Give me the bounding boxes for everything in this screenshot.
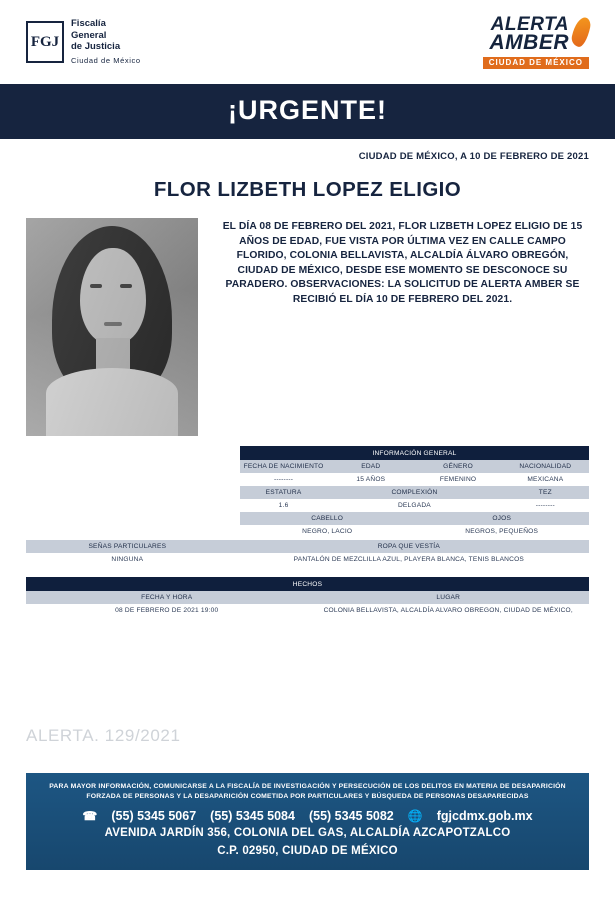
hechos-table <box>26 577 589 617</box>
alerta-number: ALERTA. 129/2021 <box>26 726 181 745</box>
header-ropa-que-vestia: ROPA QUE VESTÍA <box>229 540 589 553</box>
photo-overlay <box>26 218 198 436</box>
value-ropa-que-vestia: PANTALÓN DE MEZCLILLA AZUL, PLAYERA BLANCA, TENIS BLANCOS <box>229 553 589 566</box>
table-row <box>26 604 589 617</box>
fgj-line-1: Fiscalía <box>71 18 106 29</box>
value-edad: 15 AÑOS <box>327 473 414 486</box>
value-fecha-y-hora: 08 DE FEBRERO DE 2021 19:00 <box>26 604 308 617</box>
table-band-row <box>26 577 589 591</box>
value-genero: FEMENINO <box>414 473 501 486</box>
fgj-line-3: de Justicia <box>71 41 121 52</box>
photo-and-description <box>0 210 615 436</box>
header-genero: GÉNERO <box>414 460 501 473</box>
hechos-band: HECHOS <box>26 577 589 591</box>
information-tables <box>26 446 589 617</box>
value-cabello: NEGRO, LACIO <box>240 525 415 538</box>
header-complexion: COMPLEXIÓN <box>327 486 502 499</box>
table-row <box>240 486 589 499</box>
footer-notice-line-1: PARA MAYOR INFORMACIÓN, COMUNICARSE A LA FISCALÍA DE INVESTIGACIÓN Y PERSECUCIÓN DE LOS DELITOS EN MATERIA DE DESAPARICIÓN <box>49 783 566 791</box>
footer-contact-block <box>26 773 589 870</box>
header-senas-particulares: SEÑAS PARTICULARES <box>26 540 229 553</box>
footer-address-line-2: C.P. 02950, CIUDAD DE MÉXICO <box>217 844 398 857</box>
phone-number-3[interactable]: (55) 5345 5082 <box>308 809 394 823</box>
footer-phones <box>40 809 575 823</box>
fgj-logo-text <box>71 18 141 66</box>
alerta-amber-logo <box>483 15 589 69</box>
phone-icon: ☎ <box>82 809 98 823</box>
amber-word-alerta: ALERTA <box>490 14 569 35</box>
header-nacionalidad: NACIONALIDAD <box>502 460 589 473</box>
value-ojos: NEGROS, PEQUEÑOS <box>414 525 589 538</box>
fgj-line-2: General <box>71 29 107 41</box>
website-link[interactable]: fgjcdmx.gob.mx <box>436 809 533 823</box>
amber-city-badge: CIUDAD DE MÉXICO <box>483 57 589 69</box>
senas-ropa-table <box>26 540 589 566</box>
table-row <box>26 591 589 604</box>
page-title: FLOR LIZBETH LOPEZ ELIGIO <box>153 178 462 201</box>
footer-address-line-1: AVENIDA JARDÍN 356, COLONIA DEL GAS, ALCALDÍA AZCAPOTZALCO <box>104 827 511 839</box>
table-band-row <box>240 446 589 460</box>
phone-number-2[interactable]: (55) 5345 5084 <box>210 809 295 823</box>
table-row <box>240 525 589 538</box>
globe-icon: 🌐 <box>407 809 423 823</box>
general-info-band: INFORMACIÓN GENERAL <box>240 446 589 460</box>
value-senas-particulares: NINGUNA <box>26 553 229 566</box>
amber-word-amber: AMBER <box>489 31 569 54</box>
header-cabello: CABELLO <box>240 512 415 525</box>
dateline: CIUDAD DE MÉXICO, A 10 DE FEBRERO DE 2021 <box>358 151 589 162</box>
header-fecha-nacimiento: FECHA DE NACIMIENTO <box>240 460 327 473</box>
table-row <box>240 499 589 512</box>
value-complexion: DELGADA <box>327 499 502 512</box>
poster-header <box>0 0 615 84</box>
case-description: EL DÍA 08 DE FEBRERO DEL 2021, FLOR LIZBETH LOPEZ ELIGIO DE 15 AÑOS DE EDAD, FUE VISTA POR ÚLTIMA VEZ EN CALLE CAMPO FLORIDO, COLONIA BELLAVISTA, ALCALDÍA ÁLVARO OBREGÓN, CIUDAD DE MÉXICO, DESDE ESE MOMENTO SE DESCONOCE SU PARADERO. OBSERVACIONES: LA SOLICITUD DE ALERTA AMBER SE RECIBIÓ EL DÍA 10 DE FEBRERO DEL 2021. <box>222 221 583 305</box>
urgente-banner: ¡URGENTE! <box>0 84 615 139</box>
header-lugar: LUGAR <box>308 591 590 604</box>
value-fecha-nacimiento: -------- <box>240 473 327 486</box>
general-info-table <box>240 446 589 538</box>
table-row <box>26 540 589 553</box>
header-estatura: ESTATURA <box>240 486 327 499</box>
fgj-monogram-icon: FGJ <box>26 21 64 63</box>
person-photo <box>26 218 198 436</box>
phone-number-1[interactable]: (55) 5345 5067 <box>111 809 197 823</box>
flame-swoosh-icon <box>570 16 592 49</box>
table-row <box>240 460 589 473</box>
footer-notice-line-2: FORZADA DE PERSONAS Y LA DESAPARICIÓN COMETIDA POR PARTICULARES Y BÚSQUEDA DE PERSONAS DESAPARECIDAS <box>86 792 529 800</box>
table-row <box>240 473 589 486</box>
header-ojos: OJOS <box>414 512 589 525</box>
value-tez: -------- <box>502 499 589 512</box>
fgj-logo <box>26 18 141 66</box>
fgj-subtitle: Ciudad de México <box>71 55 141 65</box>
value-nacionalidad: MEXICANA <box>502 473 589 486</box>
table-gap <box>26 566 589 577</box>
value-lugar: COLONIA BELLAVISTA, ALCALDÍA ALVARO OBREGON, CIUDAD DE MÉXICO, <box>308 604 590 617</box>
header-edad: EDAD <box>327 460 414 473</box>
header-fecha-y-hora: FECHA Y HORA <box>26 591 308 604</box>
table-row <box>240 512 589 525</box>
value-estatura: 1.6 <box>240 499 327 512</box>
header-tez: TEZ <box>502 486 589 499</box>
table-row <box>26 553 589 566</box>
